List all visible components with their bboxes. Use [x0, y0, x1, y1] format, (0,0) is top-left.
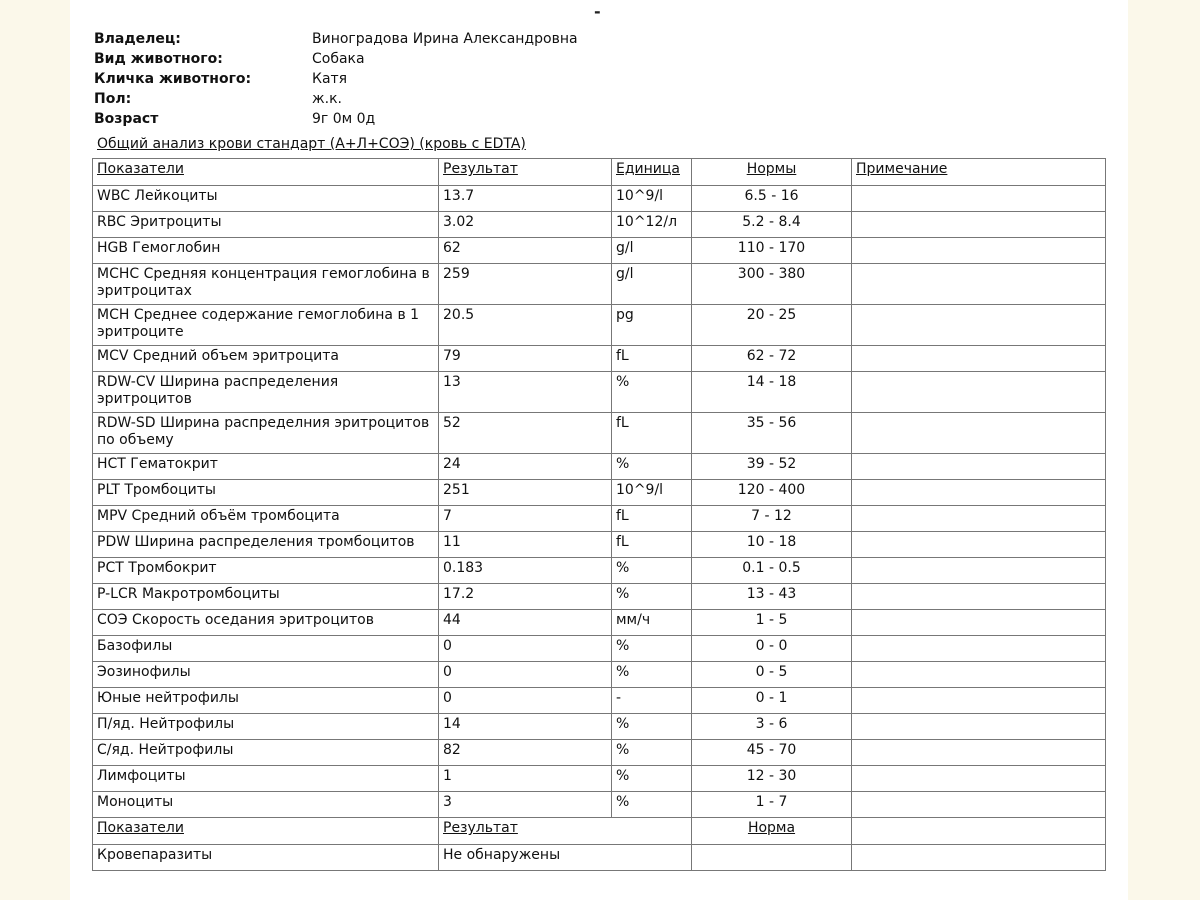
norm-cell: 39 - 52: [692, 454, 852, 480]
norm-cell: 14 - 18: [692, 372, 852, 413]
unit-cell: fL: [612, 532, 692, 558]
norm-cell: 12 - 30: [692, 766, 852, 792]
owner-value: Виноградова Ирина Александровна: [312, 31, 578, 47]
unit-cell: 10^12/л: [612, 212, 692, 238]
indicator-cell: RBC Эритроциты: [93, 212, 439, 238]
indicator-cell: P-LCR Макротромбоциты: [93, 584, 439, 610]
result-cell: 79: [439, 346, 612, 372]
parasites-name: Кровепаразиты: [93, 845, 439, 871]
top-mark: -: [594, 2, 601, 21]
table-row: [93, 264, 1106, 305]
parasites-header-empty: [852, 818, 1106, 845]
animal-name-label: Кличка животного:: [94, 71, 252, 87]
result-cell: 7: [439, 506, 612, 532]
indicator-cell: RDW-CV Ширина распределения эритроцитов: [93, 372, 439, 413]
indicator-cell: Юные нейтрофилы: [93, 688, 439, 714]
result-cell: 0: [439, 662, 612, 688]
table-row: [93, 766, 1106, 792]
norm-cell: 6.5 - 16: [692, 186, 852, 212]
age-row: [94, 109, 578, 129]
result-cell: 0: [439, 636, 612, 662]
table-row: [93, 186, 1106, 212]
indicator-cell: WBC Лейкоциты: [93, 186, 439, 212]
species-label: Вид животного:: [94, 51, 223, 67]
result-cell: 17.2: [439, 584, 612, 610]
note-cell: [852, 532, 1106, 558]
indicator-cell: С/яд. Нейтрофилы: [93, 740, 439, 766]
indicator-cell: Моноциты: [93, 792, 439, 818]
header-unit: Единица: [612, 159, 692, 186]
indicator-cell: MCHC Средняя концентрация гемоглобина в эритроцитах: [93, 264, 439, 305]
indicator-cell: Лимфоциты: [93, 766, 439, 792]
age-value: 9г 0м 0д: [312, 111, 376, 127]
patient-info: [94, 29, 578, 129]
table-row: [93, 792, 1106, 818]
note-cell: [852, 372, 1106, 413]
unit-cell: 10^9/l: [612, 480, 692, 506]
result-cell: 14: [439, 714, 612, 740]
norm-cell: 7 - 12: [692, 506, 852, 532]
table-row: [93, 532, 1106, 558]
animal-name-value: Катя: [312, 71, 348, 87]
table-row: [93, 688, 1106, 714]
table-row: [93, 346, 1106, 372]
note-cell: [852, 506, 1106, 532]
note-cell: [852, 480, 1106, 506]
species-value: Собака: [312, 51, 365, 67]
note-cell: [852, 264, 1106, 305]
note-cell: [852, 714, 1106, 740]
indicator-cell: PDW Ширина распределения тромбоцитов: [93, 532, 439, 558]
unit-cell: 10^9/l: [612, 186, 692, 212]
result-cell: 3: [439, 792, 612, 818]
parasites-header-row: [93, 818, 1106, 845]
result-cell: 251: [439, 480, 612, 506]
unit-cell: fL: [612, 413, 692, 454]
result-cell: 3.02: [439, 212, 612, 238]
report-page: [70, 0, 1128, 900]
note-cell: [852, 688, 1106, 714]
indicator-cell: П/яд. Нейтрофилы: [93, 714, 439, 740]
unit-cell: мм/ч: [612, 610, 692, 636]
indicator-cell: Эозинофилы: [93, 662, 439, 688]
note-cell: [852, 305, 1106, 346]
norm-cell: 1 - 7: [692, 792, 852, 818]
header-note: Примечание: [852, 159, 1106, 186]
header-norms: Нормы: [692, 159, 852, 186]
indicator-cell: MPV Средний объём тромбоцита: [93, 506, 439, 532]
result-cell: 259: [439, 264, 612, 305]
unit-cell: %: [612, 714, 692, 740]
norm-cell: 0 - 0: [692, 636, 852, 662]
owner-label: Владелец:: [94, 31, 181, 47]
table-row: [93, 558, 1106, 584]
unit-cell: g/l: [612, 238, 692, 264]
indicator-cell: RDW-SD Ширина распределния эритроцитов по объему: [93, 413, 439, 454]
note-cell: [852, 454, 1106, 480]
unit-cell: %: [612, 454, 692, 480]
table-row: [93, 372, 1106, 413]
animal-name-row: [94, 69, 578, 89]
unit-cell: pg: [612, 305, 692, 346]
note-cell: [852, 662, 1106, 688]
table-row: [93, 480, 1106, 506]
table-row: [93, 413, 1106, 454]
table-row: [93, 662, 1106, 688]
parasites-note: [852, 845, 1106, 871]
unit-cell: g/l: [612, 264, 692, 305]
results-table: [92, 158, 1106, 871]
sex-label: Пол:: [94, 91, 132, 107]
unit-cell: %: [612, 662, 692, 688]
result-cell: 44: [439, 610, 612, 636]
norm-cell: 300 - 380: [692, 264, 852, 305]
table-row: [93, 584, 1106, 610]
indicator-cell: HGB Гемоглобин: [93, 238, 439, 264]
note-cell: [852, 636, 1106, 662]
norm-cell: 0 - 1: [692, 688, 852, 714]
norm-cell: 10 - 18: [692, 532, 852, 558]
result-cell: 0.183: [439, 558, 612, 584]
result-cell: 62: [439, 238, 612, 264]
table-row: [93, 610, 1106, 636]
sex-value: ж.к.: [312, 91, 342, 107]
result-cell: 0: [439, 688, 612, 714]
header-result: Результат: [439, 159, 612, 186]
note-cell: [852, 346, 1106, 372]
table-row: [93, 454, 1106, 480]
note-cell: [852, 186, 1106, 212]
result-cell: 13.7: [439, 186, 612, 212]
table-row: [93, 305, 1106, 346]
indicator-cell: HCT Гематокрит: [93, 454, 439, 480]
note-cell: [852, 792, 1106, 818]
result-cell: 24: [439, 454, 612, 480]
unit-cell: -: [612, 688, 692, 714]
parasites-result: Не обнаружены: [439, 845, 692, 871]
indicator-cell: PLT Тромбоциты: [93, 480, 439, 506]
unit-cell: %: [612, 372, 692, 413]
table-row: [93, 740, 1106, 766]
result-cell: 1: [439, 766, 612, 792]
note-cell: [852, 610, 1106, 636]
parasites-norm: [692, 845, 852, 871]
unit-cell: %: [612, 558, 692, 584]
table-row: [93, 714, 1106, 740]
indicator-cell: PCT Тромбокрит: [93, 558, 439, 584]
norm-cell: 3 - 6: [692, 714, 852, 740]
table-row: [93, 636, 1106, 662]
unit-cell: %: [612, 636, 692, 662]
header-indicator: Показатели: [93, 159, 439, 186]
note-cell: [852, 558, 1106, 584]
norm-cell: 0 - 5: [692, 662, 852, 688]
parasites-header-indicator: Показатели: [93, 818, 439, 845]
table-row: [93, 238, 1106, 264]
note-cell: [852, 212, 1106, 238]
table-header-row: [93, 159, 1106, 186]
unit-cell: %: [612, 792, 692, 818]
result-cell: 52: [439, 413, 612, 454]
norm-cell: 120 - 400: [692, 480, 852, 506]
result-cell: 20.5: [439, 305, 612, 346]
unit-cell: %: [612, 766, 692, 792]
norm-cell: 35 - 56: [692, 413, 852, 454]
indicator-cell: СОЭ Скорость оседания эритроцитов: [93, 610, 439, 636]
analysis-title: Общий анализ крови стандарт (А+Л+СОЭ) (кровь с EDTA): [97, 136, 526, 152]
norm-cell: 13 - 43: [692, 584, 852, 610]
note-cell: [852, 766, 1106, 792]
result-cell: 11: [439, 532, 612, 558]
sex-row: [94, 89, 578, 109]
norm-cell: 5.2 - 8.4: [692, 212, 852, 238]
unit-cell: %: [612, 740, 692, 766]
owner-row: [94, 29, 578, 49]
note-cell: [852, 413, 1106, 454]
norm-cell: 0.1 - 0.5: [692, 558, 852, 584]
unit-cell: %: [612, 584, 692, 610]
norm-cell: 1 - 5: [692, 610, 852, 636]
note-cell: [852, 740, 1106, 766]
parasites-header-result: Результат: [439, 818, 692, 845]
age-label: Возраст: [94, 111, 159, 127]
unit-cell: fL: [612, 346, 692, 372]
indicator-cell: Базофилы: [93, 636, 439, 662]
note-cell: [852, 238, 1106, 264]
norm-cell: 20 - 25: [692, 305, 852, 346]
result-cell: 13: [439, 372, 612, 413]
indicator-cell: MCH Среднее содержание гемоглобина в 1 эритроците: [93, 305, 439, 346]
parasites-header-norm: Норма: [692, 818, 852, 845]
table-row: [93, 212, 1106, 238]
indicator-cell: MCV Средний объем эритроцита: [93, 346, 439, 372]
unit-cell: fL: [612, 506, 692, 532]
parasites-row: [93, 845, 1106, 871]
species-row: [94, 49, 578, 69]
note-cell: [852, 584, 1106, 610]
norm-cell: 110 - 170: [692, 238, 852, 264]
norm-cell: 62 - 72: [692, 346, 852, 372]
result-cell: 82: [439, 740, 612, 766]
norm-cell: 45 - 70: [692, 740, 852, 766]
table-row: [93, 506, 1106, 532]
